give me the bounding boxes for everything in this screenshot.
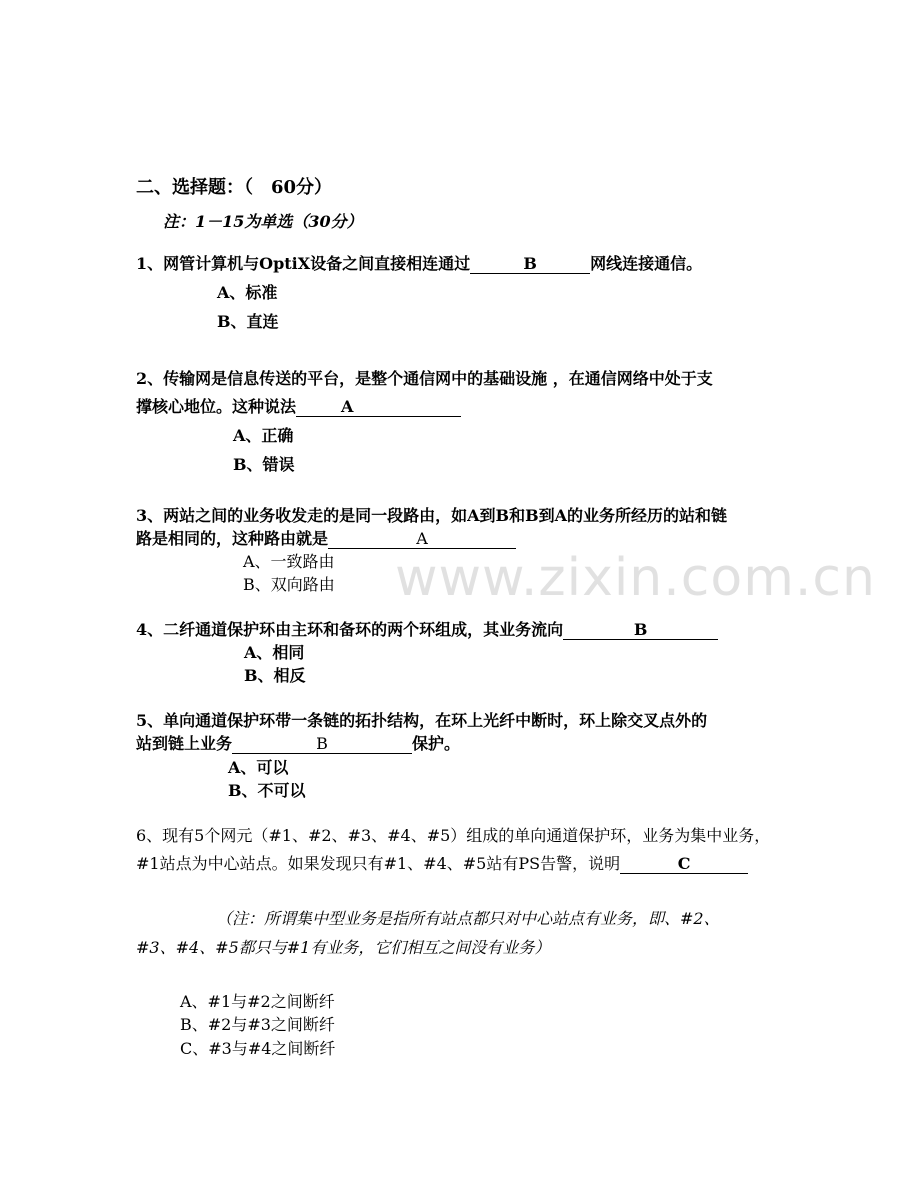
question-6-note-line-1: （注：所谓集中型业务是指所有站点都只对中心站点有业务，即、#2、 xyxy=(216,909,720,928)
question-3-option-a: A、一致路由 xyxy=(243,552,335,571)
question-1-option-b: B、直连 xyxy=(217,312,279,331)
question-1 xyxy=(136,253,702,275)
question-6-line-1: 6、现有5个网元（#1、#2、#3、#4、#5）组成的单向通道保护环，业务为集中业务， xyxy=(136,826,771,845)
question-3-text: 路是相同的，这种路由就是 xyxy=(136,529,329,548)
question-6-option-a: A、#1与#2之间断纤 xyxy=(180,992,335,1011)
question-5-option-a: A、可以 xyxy=(228,758,289,777)
question-4 xyxy=(136,619,718,641)
question-2-option-b: B、错误 xyxy=(233,455,295,474)
question-5-line-2 xyxy=(136,733,460,755)
question-6-answer: C xyxy=(620,855,748,874)
question-3-line-2 xyxy=(136,528,516,550)
question-6-text: #1站点为中心站点。如果发现只有#1、#4、#5站有PS告警，说明 xyxy=(136,854,621,873)
question-1-text: 1、网管计算机与OptiX设备之间直接相连通过 xyxy=(136,254,471,273)
question-1-suffix: 网线连接通信。 xyxy=(590,254,703,273)
question-2-answer xyxy=(296,398,461,417)
question-4-option-a: A、相同 xyxy=(244,643,305,662)
question-4-text: 4、二纤通道保护环由主环和备环的两个环组成，其业务流向 xyxy=(136,620,564,639)
section-note: 注：1－15为单选（30分） xyxy=(163,212,363,231)
question-4-option-b: B、相反 xyxy=(244,666,306,685)
question-2-line-1: 2、传输网是信息传送的平台，是整个通信网中的基础设施 ，在通信网络中处于支 xyxy=(136,369,713,388)
question-2-text: 撑核心地位。这种说法 xyxy=(136,397,297,416)
question-3-line-1: 3、两站之间的业务收发走的是同一段路由，如A到B和B到A的业务所经历的站和链 xyxy=(136,506,728,525)
question-3-answer: A xyxy=(328,530,516,549)
question-5-answer: B xyxy=(232,735,412,754)
question-6-option-b: B、#2与#3之间断纤 xyxy=(180,1015,335,1034)
question-6-option-c: C、#3与#4之间断纤 xyxy=(180,1039,336,1058)
question-5-line-1: 5、单向通道保护环带一条链的拓扑结构，在环上光纤中断时，环上除交叉点外的 xyxy=(136,711,708,730)
question-6-line-2 xyxy=(136,853,748,875)
question-2-answer-text: A xyxy=(341,397,354,416)
question-2-line-2 xyxy=(136,396,461,418)
question-1-answer: B xyxy=(470,255,590,274)
question-2-option-a: A、正确 xyxy=(233,426,294,445)
question-5-text: 站到链上业务 xyxy=(136,734,233,753)
question-3-option-b: B、双向路由 xyxy=(243,575,335,594)
watermark: www.zixin.com.cn xyxy=(395,548,876,608)
section-title: 二、选择题：（ 60分） xyxy=(136,177,333,198)
question-6-note-line-2: #3、#4、#5都只与#1有业务，它们相互之间没有业务） xyxy=(136,938,551,957)
question-1-option-a: A、标准 xyxy=(217,283,278,302)
question-4-answer: B xyxy=(563,621,718,640)
question-5-suffix: 保护。 xyxy=(412,734,461,753)
question-5-option-b: B、不可以 xyxy=(228,781,306,800)
